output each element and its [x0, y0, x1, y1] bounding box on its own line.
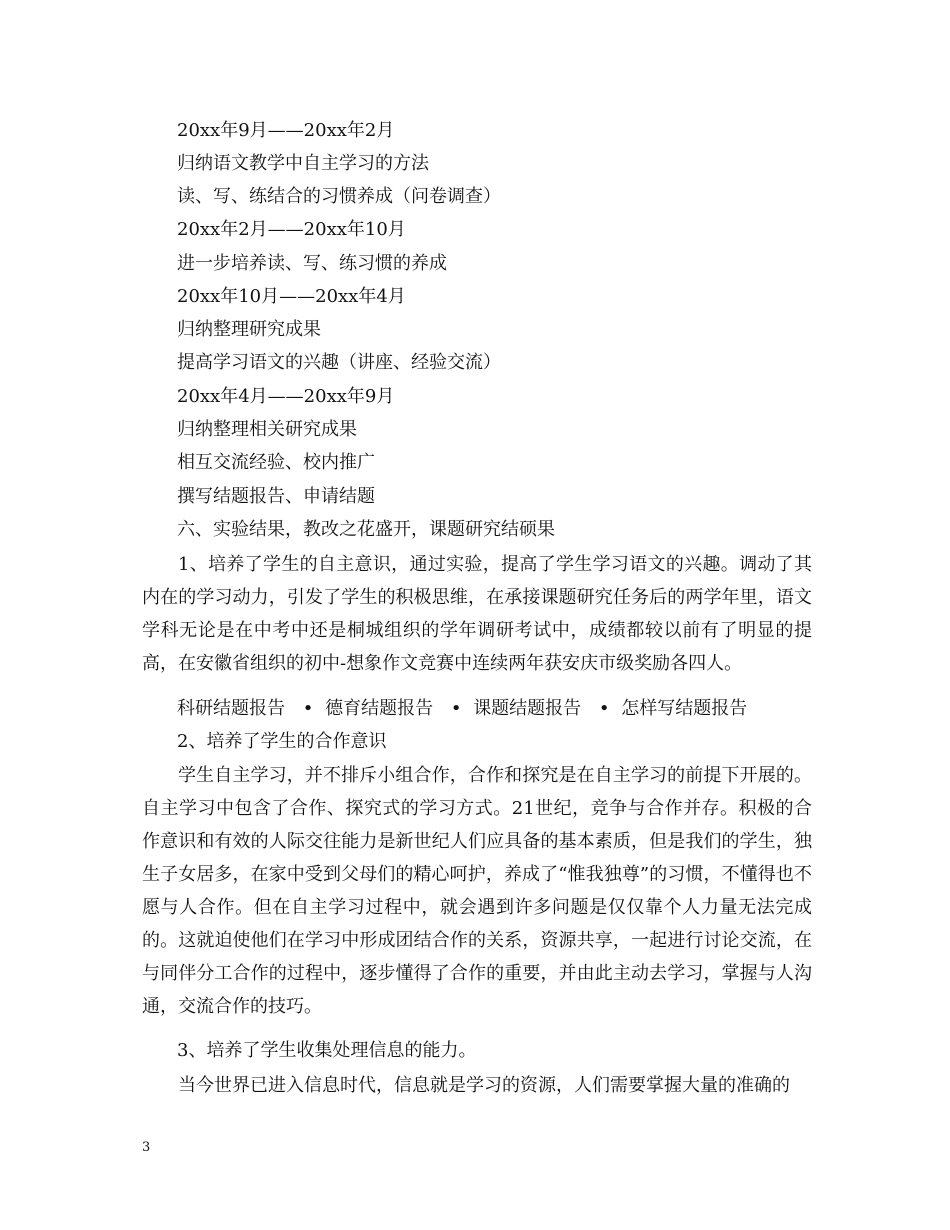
- related-links: [177, 699, 747, 719]
- schedule-line-2: 归纳语文教学中自主学习的方法: [177, 153, 429, 174]
- subheading-2: 2、培养了学生的合作意识: [177, 731, 387, 752]
- schedule-line-7: 归纳整理研究成果: [177, 319, 321, 340]
- schedule-line-5: 进一步培养读、写、练习惯的养成: [177, 253, 447, 274]
- schedule-line-11: 相互交流经验、校内推广: [177, 452, 375, 473]
- schedule-line-4: 20xx年2月——20xx年10月: [177, 219, 406, 240]
- schedule-line-9: 20xx年4月——20xx年9月: [177, 386, 395, 407]
- schedule-line-8: 提高学习语文的兴趣（讲座、经验交流）: [177, 352, 501, 373]
- link-deyu-report[interactable]: 德育结题报告: [325, 698, 434, 719]
- bullet-separator: •: [598, 698, 610, 719]
- link-keyan-report[interactable]: 科研结题报告: [177, 698, 285, 719]
- bullet-separator: •: [302, 698, 314, 719]
- schedule-line-12: 撰写结题报告、申请结题: [177, 486, 375, 507]
- bullet-separator: •: [450, 698, 462, 719]
- paragraph-3: 当今世界已进入信息时代，信息就是学习的资源，人们需要掌握大量的准确的: [178, 1075, 790, 1096]
- link-keti-report[interactable]: 课题结题报告: [473, 698, 582, 719]
- paragraph-2: 学生自主学习，并不排斥小组合作，合作和探究是在自主学习的前提下开展的。自主学习中包含了合作、探究式的学习方式。21世纪，竞争与合作并存。积极的合作意识和有效的人际交往能力是新世纪人们应具备的基本素质，但是我们的学生，独生子女居多，在家中受到父母们的精心呵护，养成了“惟我独尊”的习惯，不懂得也不愿与人合作。但在自主学习过程中，就会遇到许多问题是仅仅靠个人力量无法完成的。这就迫使他们在学习中形成团结合作的关系，资源共享，一起进行讨论交流，在与同伴分工合作的过程中，逐步懂得了合作的重要，并由此主动去学习，掌握与人沟通，交流合作的技巧。: [142, 765, 812, 1017]
- section-heading: 六、实验结果，教改之花盛开，课题研究结硕果: [177, 519, 555, 540]
- schedule-line-3: 读、写、练结合的习惯养成（问卷调查）: [177, 186, 501, 207]
- schedule-line-10: 归纳整理相关研究成果: [177, 419, 357, 440]
- page-number: 3: [142, 1140, 151, 1155]
- schedule-line-1: 20xx年9月——20xx年2月: [177, 120, 395, 141]
- link-how-to-write-report[interactable]: 怎样写结题报告: [621, 698, 748, 719]
- paragraph-1: 1、培养了学生的自主意识，通过实验，提高了学生学习语文的兴趣。调动了其内在的学习动力，引发了学生的积极思维，在承接课题研究任务后的两学年里，语文学科无论是在中考中还是桐城组织的学年调研考试中，成绩都较以前有了明显的提高，在安徽省组织的初中-想象作文竞赛中连续两年获安庆市级奖励各四人。: [142, 554, 812, 674]
- subheading-3: 3、培养了学生收集处理信息的能力。: [177, 1040, 477, 1061]
- schedule-line-6: 20xx年10月——20xx年4月: [177, 286, 406, 307]
